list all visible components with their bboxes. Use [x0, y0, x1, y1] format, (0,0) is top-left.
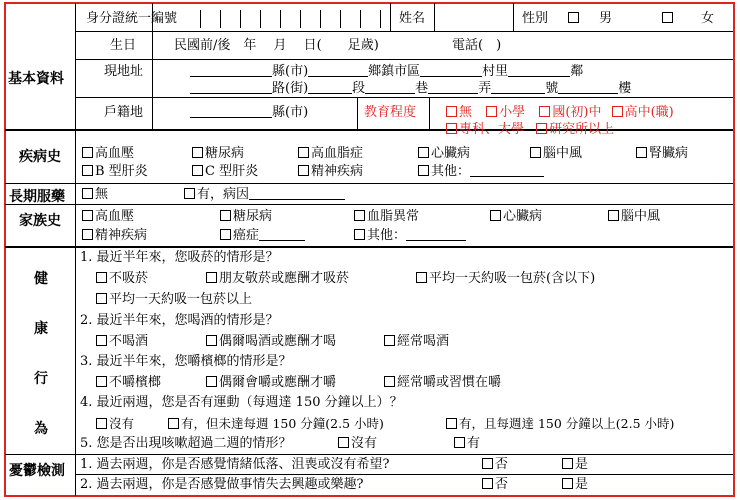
checkbox[interactable]: [446, 123, 457, 134]
name-label: 姓名: [399, 11, 426, 26]
option-label: 是: [575, 477, 589, 492]
edu-option: 無: [459, 105, 473, 120]
section-divider: [5, 246, 733, 248]
section-char-3: 行: [34, 371, 48, 387]
smoking-options-row1[interactable]: [96, 271, 595, 287]
option-label: 有，但未達每週 150 分鐘(2.5 小時): [181, 416, 384, 431]
education-label: 教育程度: [364, 105, 417, 120]
checkbox[interactable]: [338, 437, 349, 448]
option-label: 糖尿病: [233, 209, 273, 224]
option-label: 精神疾病: [311, 164, 364, 179]
edu-option: 研究所以上: [549, 122, 615, 137]
road-label: 路(街): [272, 81, 309, 96]
village-label: 村里: [482, 64, 509, 79]
checkbox[interactable]: [608, 210, 619, 221]
gender-label: 性別: [522, 11, 549, 26]
number-label: 號: [545, 81, 559, 96]
section-char-2: 康: [34, 321, 48, 337]
address-label: 現地址: [104, 64, 144, 79]
id-number-field[interactable]: [190, 0, 390, 31]
checkbox[interactable]: [82, 188, 93, 199]
option-label: 癌症: [233, 228, 260, 243]
male-label: 男: [599, 11, 613, 26]
checkbox[interactable]: [354, 229, 365, 240]
checkbox[interactable]: [446, 106, 457, 117]
cough-options[interactable]: [338, 436, 480, 452]
section-divider: [5, 204, 733, 205]
option-label: B 型肝炎: [95, 164, 148, 179]
option-label: 腦中風: [543, 146, 583, 161]
option-label: 精神疾病: [95, 228, 148, 243]
birthday-field[interactable]: 民國前/後 年 月 日( 足歲): [174, 38, 379, 53]
drinking-options[interactable]: [96, 334, 449, 350]
checkbox[interactable]: [206, 376, 217, 387]
option-label: 朋友敬菸或應酬才吸菸: [219, 271, 350, 286]
checkbox[interactable]: [384, 376, 395, 387]
option-label: 心臟病: [431, 146, 471, 161]
edu-option: 高中(職): [624, 105, 674, 120]
exercise-options[interactable]: [96, 416, 674, 432]
option-label: 經常喝酒: [397, 334, 450, 349]
medication-yes-option[interactable]: [184, 187, 345, 203]
checkbox[interactable]: [536, 123, 547, 134]
option-label: 偶爾會嚼或應酬才嚼: [219, 375, 337, 390]
checkbox[interactable]: [96, 293, 107, 304]
section-label-depression: 憂鬱檢測: [9, 463, 65, 479]
disease-row-2[interactable]: [82, 164, 544, 180]
question-drinking: 2. 最近半年來，您喝酒的情形是？: [80, 313, 279, 328]
checkbox[interactable]: [568, 12, 579, 23]
checkbox[interactable]: [82, 165, 93, 176]
female-label: 女: [701, 11, 715, 26]
question-exercise: 4. 最近兩週，您是否有運動（每週達 150 分鐘以上）？: [80, 395, 403, 410]
section-label-medication: 長期服藥: [9, 189, 65, 205]
township-label: 鄉鎮市區: [368, 64, 421, 79]
education-options-row1[interactable]: [446, 105, 674, 121]
family-row-1[interactable]: [82, 209, 660, 225]
question-cough: 5. 您是否出現咳嗽超過二週的情形？: [80, 436, 292, 451]
address-line-1[interactable]: [190, 64, 583, 80]
option-label: 心臟病: [503, 209, 543, 224]
option-label: 有，病因: [197, 187, 250, 202]
row-divider: [75, 97, 733, 98]
checkbox[interactable]: [416, 272, 427, 283]
edu-divider-right: [429, 97, 430, 129]
checkbox[interactable]: [482, 478, 493, 489]
checkbox[interactable]: [192, 147, 203, 158]
gender-female-option[interactable]: [662, 11, 714, 27]
checkbox[interactable]: [206, 272, 217, 283]
option-label: 是: [575, 457, 589, 472]
household-field[interactable]: [190, 105, 308, 121]
county-label: 縣(市): [272, 105, 309, 120]
floor-label: 樓: [618, 81, 632, 96]
cell-divider: [434, 3, 435, 31]
edu-option: 專科、大學: [459, 122, 525, 137]
checkbox[interactable]: [446, 418, 457, 429]
medication-none-option[interactable]: [82, 187, 108, 203]
address-line-2[interactable]: [190, 81, 631, 97]
option-label: 平均一天約吸一包菸以上: [109, 292, 253, 307]
checkbox[interactable]: [96, 335, 107, 346]
section-divider: [5, 183, 733, 184]
household-label: 戶籍地: [104, 105, 144, 120]
checkbox[interactable]: [82, 229, 93, 240]
checkbox[interactable]: [82, 210, 93, 221]
smoking-options-row2[interactable]: [96, 292, 252, 308]
checkbox[interactable]: [220, 210, 231, 221]
option-label: 平均一天約吸一包菸(含以下): [429, 271, 596, 286]
phone-field[interactable]: 電話( ): [452, 38, 502, 53]
gender-male-option[interactable]: [568, 11, 612, 27]
checkbox[interactable]: [96, 272, 107, 283]
edu-divider-left: [357, 97, 358, 129]
option-label: 不吸菸: [109, 271, 149, 286]
alley-label: 弄: [478, 81, 492, 96]
option-label: 不嚼檳榔: [109, 375, 162, 390]
option-label: 腦中風: [621, 209, 661, 224]
checkbox[interactable]: [298, 165, 309, 176]
option-label: 高血壓: [95, 209, 135, 224]
checkbox[interactable]: [612, 106, 623, 117]
checkbox[interactable]: [418, 147, 429, 158]
section-label-disease: 疾病史: [19, 149, 61, 165]
edu-option: 國(初)中: [552, 105, 602, 120]
option-label: 沒有: [109, 416, 135, 431]
checkbox[interactable]: [418, 165, 429, 176]
option-label: C 型肝炎: [205, 164, 259, 179]
option-label: 其他：: [431, 164, 471, 179]
option-label: 有，且每週達 150 分鐘以上(2.5 小時): [459, 416, 675, 431]
section-char-4: 為: [34, 421, 48, 437]
option-label: 高血脂症: [311, 146, 364, 161]
betel-options[interactable]: [96, 375, 501, 391]
section-divider: [5, 129, 733, 131]
checkbox[interactable]: [486, 106, 497, 117]
checkbox[interactable]: [454, 437, 465, 448]
checkbox[interactable]: [539, 106, 550, 117]
checkbox[interactable]: [384, 335, 395, 346]
option-label: 偶爾喝酒或應酬才喝: [219, 334, 337, 349]
option-label: 高血壓: [95, 146, 135, 161]
depression-question-2: 2. 過去兩週，你是否感覺做事情失去興趣或樂趣?: [80, 477, 364, 492]
checkbox[interactable]: [562, 458, 573, 469]
id-label: 身分證統一編號: [86, 11, 178, 26]
checkbox[interactable]: [530, 147, 541, 158]
option-label: 血脂異常: [367, 209, 420, 224]
option-label: 其他：: [367, 228, 407, 243]
depression-q2-options[interactable]: [482, 477, 588, 493]
option-label: 無: [95, 187, 109, 202]
checkbox[interactable]: [96, 376, 107, 387]
family-row-2[interactable]: [82, 228, 466, 244]
option-label: 否: [495, 477, 509, 492]
checkbox[interactable]: [96, 418, 107, 429]
label-column-divider: [75, 3, 76, 496]
question-betel: 3. 最近半年來，您嚼檳榔的情形是？: [80, 354, 292, 369]
row-divider: [75, 474, 733, 475]
option-label: 糖尿病: [205, 146, 245, 161]
section-label-basic: 基本資料: [8, 71, 64, 87]
checkbox[interactable]: [82, 147, 93, 158]
birthday-label: 生日: [110, 38, 137, 53]
row-divider: [75, 59, 733, 60]
checkbox[interactable]: [636, 147, 647, 158]
checkbox[interactable]: [562, 478, 573, 489]
option-label: 沒有: [351, 436, 378, 451]
neighborhood-label: 鄰: [570, 64, 584, 79]
county-label: 縣(市): [272, 64, 309, 79]
disease-row-1[interactable]: [82, 146, 688, 162]
depression-question-1: 1. 過去兩週，你是否感覺情緒低落、沮喪或沒有希望?: [80, 457, 390, 472]
checkbox[interactable]: [220, 229, 231, 240]
checkbox[interactable]: [206, 335, 217, 346]
section-label-family: 家族史: [19, 213, 61, 229]
checkbox[interactable]: [298, 147, 309, 158]
cell-divider: [390, 3, 391, 31]
checkbox[interactable]: [482, 458, 493, 469]
checkbox[interactable]: [490, 210, 501, 221]
checkbox[interactable]: [192, 165, 203, 176]
depression-q1-options[interactable]: [482, 457, 588, 473]
option-label: 經常嚼或習慣在嚼: [397, 375, 502, 390]
section-divider: [5, 454, 733, 455]
edu-option: 小學: [499, 105, 526, 120]
option-label: 不喝酒: [109, 334, 149, 349]
checkbox[interactable]: [168, 418, 179, 429]
section-char-1: 健: [34, 271, 48, 287]
cell-divider: [513, 3, 514, 31]
option-label: 腎臟病: [649, 146, 689, 161]
education-options-row2[interactable]: [446, 122, 614, 138]
checkbox[interactable]: [184, 188, 195, 199]
row-divider: [75, 31, 733, 32]
option-label: 有: [467, 436, 481, 451]
section-label: 段: [352, 81, 366, 96]
lane-label: 巷: [415, 81, 429, 96]
checkbox[interactable]: [662, 12, 673, 23]
question-smoking: 1. 最近半年來，您吸菸的情形是？: [80, 250, 279, 265]
checkbox[interactable]: [354, 210, 365, 221]
option-label: 否: [495, 457, 509, 472]
